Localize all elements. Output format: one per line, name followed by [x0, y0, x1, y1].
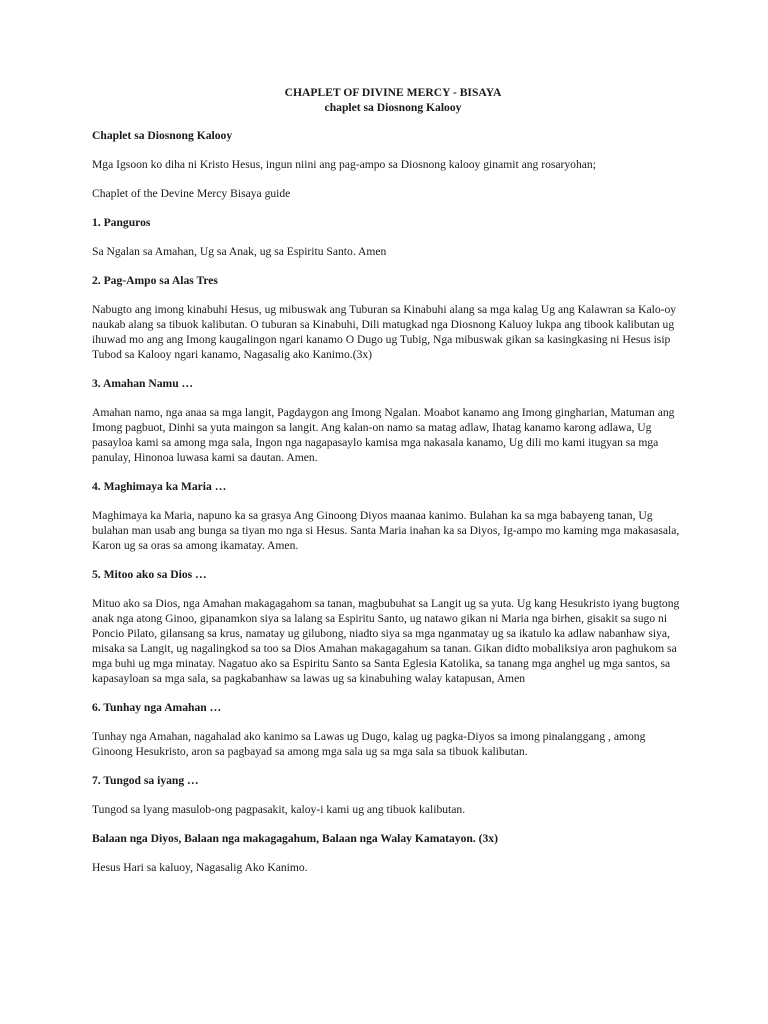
- document-page: [92, 85, 682, 889]
- section-heading-7: 7. Tungod sa iyang …: [92, 774, 199, 787]
- section-heading-1: 1. Panguros: [92, 216, 151, 229]
- section-text-4: Maghimaya ka Maria, napuno ka sa grasya Ang Ginoong Diyos maanaa kanimo. Bulahan ka sa mga babayeng tanan, Ug bulahan man usab ang bunga sa tiyan mo nga si Hesus. Santa Maria inahan ka sa Diyos, Ig-ampo mo kaming mga makasasala, Karon ug sa oras sa among ikamatay. Amen.: [92, 509, 680, 552]
- section-text-5: Mituo ako sa Dios, nga Amahan makagagahom sa tanan, magbubuhat sa Langit ug sa yuta. Ug kang Hesukristo iyang bugtong anak nga atong Ginoo, gipanamkon siya sa lalang sa Espiritu Santo, ug natawo gikan ni Maria nga birhen, gisakit sa sugo ni Poncio Pilato, gilansang sa krus, namatay ug gilubong, niadto siya sa mga nganmatay ug sa ikatulo ka adlaw nabanhaw siya, misaka sa Langit, ug nagalingkod sa too sa Dios Amahan makagagahum sa tanan. Gikan didto mobaliksiya aron paghukom sa mga buhi ug mga minatay. Nagatuo ako sa Espiritu Santo sa Santa Eglesia Katolika, sa tanang mga anghel ug mga santos, sa kapasayloan sa mga sala, sa pagkabanhaw sa lawas ug sa kinabuhing walay katapusan, Amen: [92, 597, 680, 685]
- section-heading-3: 3. Amahan Namu …: [92, 377, 194, 390]
- section-text-7: Tungod sa lyang masulob-ong pagpasakit, kaloy-i kami ug ang tibuok kalibutan.: [92, 803, 466, 816]
- section-heading-6: 6. Tunhay nga Amahan …: [92, 701, 222, 714]
- section-heading-2: 2. Pag-Ampo sa Alas Tres: [92, 274, 218, 287]
- section-text-1: Sa Ngalan sa Amahan, Ug sa Anak, ug sa Espiritu Santo. Amen: [92, 245, 387, 258]
- guide-paragraph: Chaplet of the Devine Mercy Bisaya guide: [92, 187, 291, 200]
- main-heading: Chaplet sa Diosnong Kalooy: [92, 129, 233, 142]
- document-subtitle: chaplet sa Diosnong Kalooy: [324, 101, 462, 114]
- closing-heading: Balaan nga Diyos, Balaan nga makagagahum, Balaan nga Walay Kamatayon. (3x): [92, 832, 498, 845]
- section-text-2: Nabugto ang imong kinabuhi Hesus, ug mibuswak ang Tuburan sa Kinabuhi alang sa mga kalag Ug ang Kalawran sa Kalo-oy naukab alang sa tibuok kalibutan. O tuburan sa Kinabuhi, Dili matugkad nga Diosnong Kaluoy lukpa ang tibook kalibutan ug ihuwad mo ang ang Imong kaugalingon ngari kanamo O Dugo ug Tubig, Nga mibuswak gikan sa kasingkasing ni Hesus isip Tubod sa Kalooy ngari kanamo, Nagasalig ako Kanimo.(3x): [92, 303, 677, 361]
- section-heading-4: 4. Maghimaya ka Maria …: [92, 480, 227, 493]
- document-title: CHAPLET OF DIVINE MERCY - BISAYA: [284, 86, 502, 99]
- section-heading-5: 5. Mitoo ako sa Dios …: [92, 568, 207, 581]
- section-text-3: Amahan namo, nga anaa sa mga langit, Pagdaygon ang Imong Ngalan. Moabot kanamo ang Imong gingharian, Matuman ang Imong pagbuot, Dinhi sa yuta maingon sa langit. Ang kalan-on namo sa matag adlaw, Ihatag kanamo karong adlawa, Ug pasayloa kami sa among mga sala, Ingon nga nagapasaylo kamisa mga nakasala kanamo, Ug dili mo kami itugyan sa mga panulay, Hinonoa luwasa kami sa dautan. Amen.: [92, 406, 675, 464]
- section-text-6: Tunhay nga Amahan, nagahalad ako kanimo sa Lawas ug Dugo, kalag ug pagka-Diyos sa imong pinalanggang , among Ginoong Hesukristo, aron sa pagbayad sa among mga sala ug sa mga sala sa tibuok kalibutan.: [92, 730, 646, 758]
- title-block: [92, 85, 682, 115]
- closing-text: Hesus Hari sa kaluoy, Nagasalig Ako Kanimo.: [92, 861, 308, 874]
- intro-paragraph: Mga Igsoon ko diha ni Kristo Hesus, ingun niini ang pag-ampo sa Diosnong kalooy ginamit ang rosaryohan;: [92, 158, 596, 171]
